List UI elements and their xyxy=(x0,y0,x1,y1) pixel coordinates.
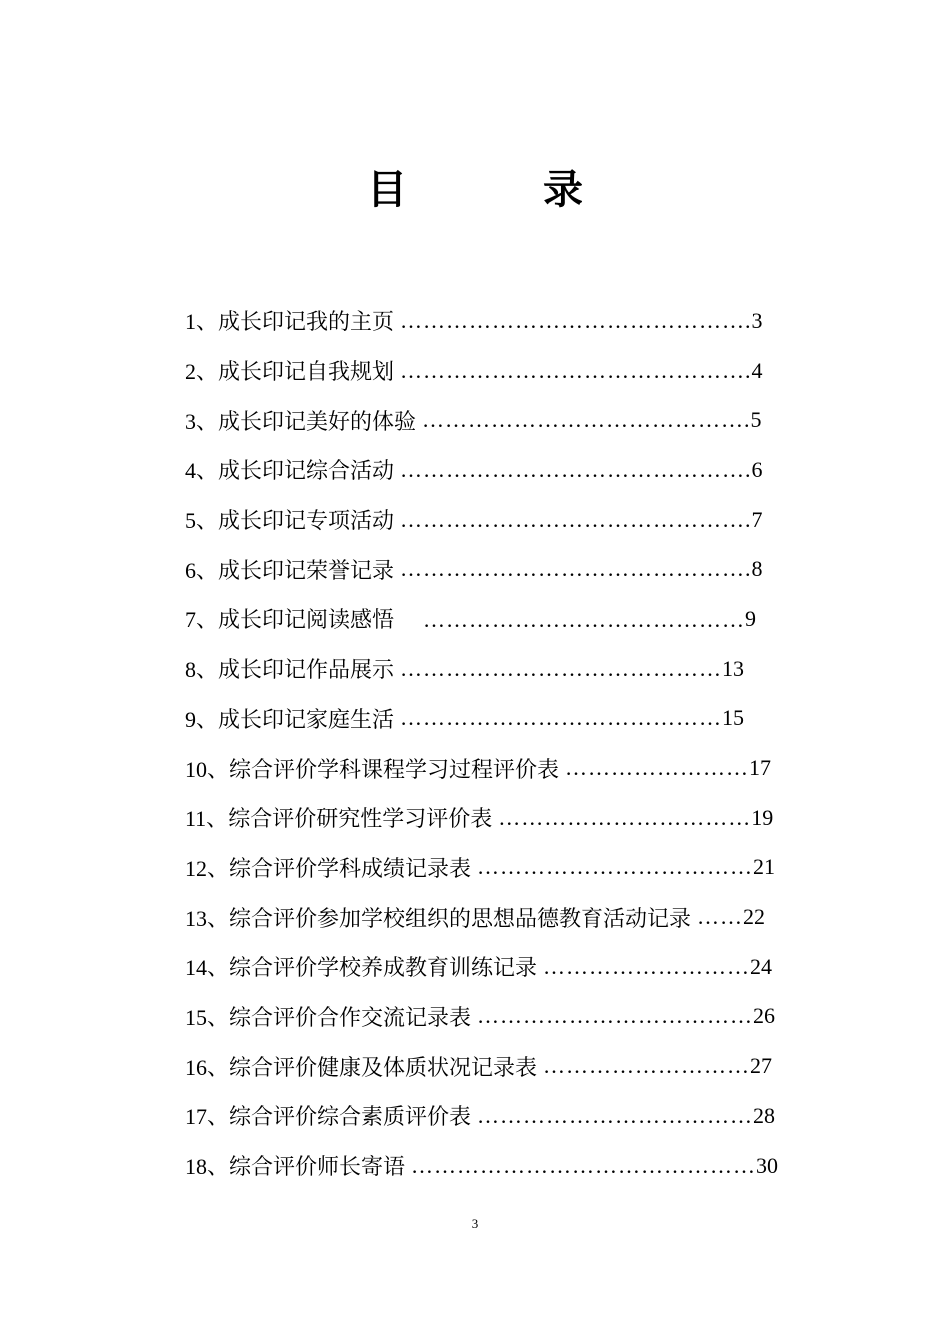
toc-entry-label: 成长印记美好的体验 xyxy=(218,409,417,435)
toc-entry-label: 综合评价合作交流记录表 xyxy=(229,1005,472,1031)
toc-entry-label: 成长印记家庭生活 xyxy=(218,707,395,733)
toc-entry-page: 30 xyxy=(756,1152,779,1178)
toc-entry-leader: …………………………… xyxy=(498,804,752,830)
toc-entry-page: 13 xyxy=(722,655,745,681)
toc-entry-number: 7、 xyxy=(185,607,219,633)
toc-entry-leader: …… xyxy=(697,904,744,930)
toc-entry-leader: ……………………………… xyxy=(477,1102,754,1128)
toc-entry-page: 5 xyxy=(750,407,762,433)
toc-entry-leader: ………………………………………. xyxy=(400,307,752,333)
toc-entry-page: 8 xyxy=(751,556,763,582)
toc-entry[interactable] xyxy=(185,1091,825,1141)
toc-entry-page: 15 xyxy=(722,705,745,731)
toc-entry-label: 成长印记阅读感悟 xyxy=(218,608,395,634)
toc-entry-number: 18、 xyxy=(185,1154,230,1180)
toc-entry[interactable] xyxy=(185,743,825,793)
toc-entry-label: 综合评价健康及体质状况记录表 xyxy=(229,1055,538,1081)
toc-entry-leader: ………………………………………. xyxy=(400,456,752,482)
toc-entry-number: 16、 xyxy=(185,1054,230,1080)
toc-entry-page: 27 xyxy=(750,1053,773,1079)
toc-entry[interactable] xyxy=(185,992,825,1042)
toc-entry-number: 17、 xyxy=(185,1104,230,1130)
toc-entry[interactable] xyxy=(185,594,825,644)
toc-entry-label: 综合评价学科课程学习过程评价表 xyxy=(229,757,560,783)
toc-entry-number: 15、 xyxy=(185,1004,230,1030)
toc-entry[interactable] xyxy=(185,296,825,346)
toc-entry[interactable] xyxy=(185,346,825,396)
toc-entry-label: 成长印记自我规划 xyxy=(218,360,395,386)
toc-entry-leader: ………………………………………. xyxy=(400,556,752,582)
toc-entry-page: 7 xyxy=(751,506,763,532)
toc-entry[interactable] xyxy=(185,793,825,843)
toc-entry-page: 4 xyxy=(751,357,763,383)
toc-entry-leader: ………………………………………. xyxy=(400,357,752,383)
toc-entry-number: 9、 xyxy=(185,706,219,732)
toc-entry-number: 4、 xyxy=(185,458,219,484)
toc-entry-leader: ……………………………………. xyxy=(422,407,751,433)
toc-entry[interactable] xyxy=(185,495,825,545)
toc-entry[interactable] xyxy=(185,644,825,694)
toc-entry-page: 24 xyxy=(750,953,773,979)
toc-entry-leader: …………………… xyxy=(565,755,750,781)
toc-entry-leader: …………………………………… xyxy=(400,607,746,633)
toc-entry-leader: ……………………………………… xyxy=(411,1152,757,1178)
toc-entry-page: 22 xyxy=(743,904,766,930)
toc-entry-leader: ………………………………………. xyxy=(400,506,752,532)
toc-entry-page: 9 xyxy=(745,605,757,631)
toc-entry-label: 综合评价师长寄语 xyxy=(229,1155,406,1181)
toc-entry-label: 综合评价综合素质评价表 xyxy=(229,1105,472,1131)
toc-entry[interactable] xyxy=(185,544,825,594)
toc-entry-number: 2、 xyxy=(185,359,219,385)
toc-entry-label: 综合评价参加学校组织的思想品德教育活动记录 xyxy=(229,906,692,932)
toc-entry-number: 3、 xyxy=(185,408,219,434)
toc-entry-page: 6 xyxy=(751,456,763,482)
toc-entry-leader: …………………………………… xyxy=(400,655,723,681)
toc-entry-leader: ……………………………… xyxy=(477,1003,754,1029)
toc-entry-label: 综合评价学校养成教育训练记录 xyxy=(229,956,538,982)
toc-entry[interactable] xyxy=(185,942,825,992)
toc-entry-label: 成长印记综合活动 xyxy=(218,459,395,485)
table-of-contents xyxy=(185,296,825,1190)
toc-entry-label: 综合评价研究性学习评价表 xyxy=(228,807,493,833)
toc-entry[interactable] xyxy=(185,445,825,495)
toc-entry-page: 19 xyxy=(751,804,774,830)
toc-entry-number: 13、 xyxy=(185,905,230,931)
toc-entry-label: 成长印记作品展示 xyxy=(218,658,395,684)
toc-entry-number: 1、 xyxy=(185,309,219,335)
page-number: 3 xyxy=(471,1216,479,1231)
toc-entry-page: 21 xyxy=(753,854,776,880)
toc-entry-number: 11、 xyxy=(185,806,229,832)
toc-entry-label: 成长印记荣誉记录 xyxy=(218,558,395,584)
toc-entry[interactable] xyxy=(185,1041,825,1091)
toc-entry-number: 10、 xyxy=(185,756,230,782)
toc-entry-leader: ……………………… xyxy=(543,1053,751,1079)
toc-entry-number: 6、 xyxy=(185,557,219,583)
toc-entry-page: 28 xyxy=(753,1102,776,1128)
toc-entry[interactable] xyxy=(185,892,825,942)
toc-entry-label: 综合评价学科成绩记录表 xyxy=(229,856,472,882)
toc-entry-page: 26 xyxy=(753,1003,776,1029)
toc-entry-label: 成长印记专项活动 xyxy=(218,509,395,535)
page-title: 目 录 xyxy=(367,167,631,213)
toc-entry-number: 5、 xyxy=(185,508,219,534)
toc-entry-leader: ……………………………… xyxy=(477,854,754,880)
toc-entry-leader: …………………………………… xyxy=(400,705,723,731)
toc-entry[interactable] xyxy=(185,694,825,744)
toc-entry-page: 17 xyxy=(749,755,772,781)
toc-entry[interactable] xyxy=(185,843,825,893)
toc-entry[interactable] xyxy=(185,1141,825,1191)
toc-entry-label: 成长印记我的主页 xyxy=(218,310,395,336)
toc-entry-number: 8、 xyxy=(185,657,219,683)
toc-entry-number: 14、 xyxy=(185,955,230,981)
toc-entry-number: 12、 xyxy=(185,855,230,881)
toc-entry[interactable] xyxy=(185,395,825,445)
toc-entry-page: 3 xyxy=(751,307,763,333)
toc-entry-leader: ……………………… xyxy=(543,953,751,979)
